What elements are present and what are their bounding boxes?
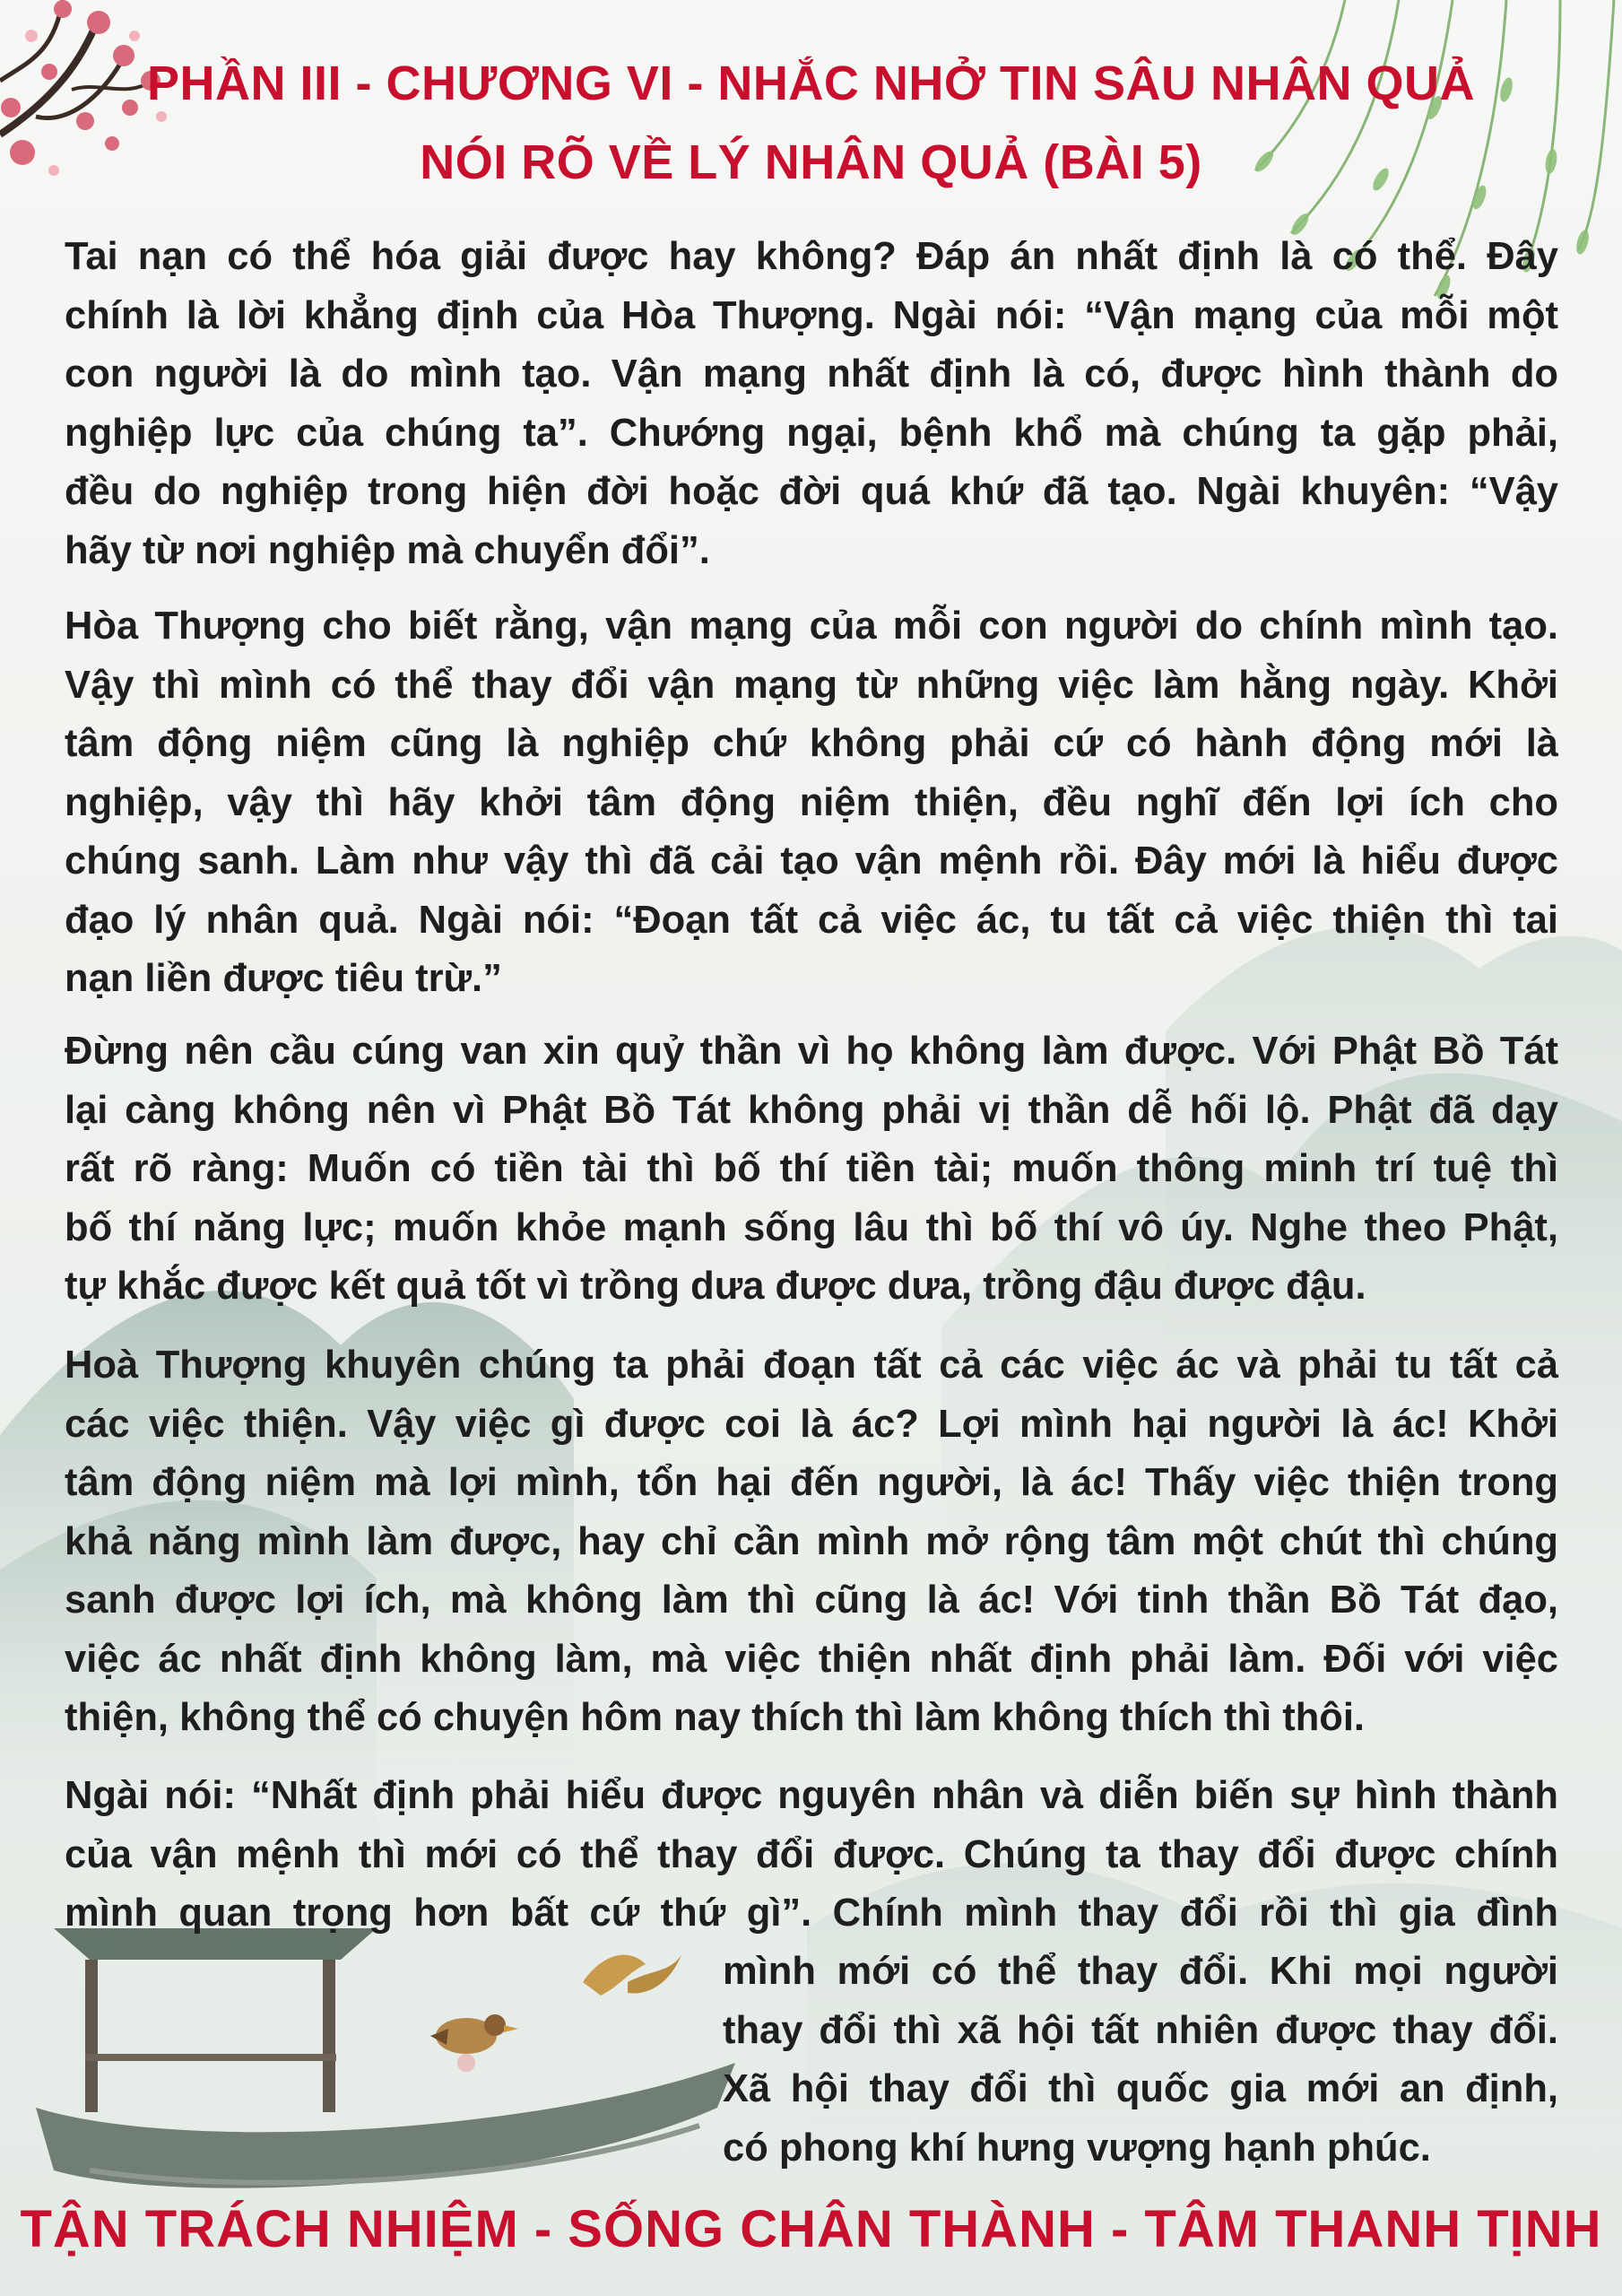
paragraph-5 [65,1767,1558,1944]
text-line: của vận mệnh thì mới có thể thay đổi được. Chúng ta thay đổi được chính [65,1832,1558,1876]
text-line: mình mới có thể thay đổi. Khi mọi người [723,1950,1558,1993]
text-line: tâm động niệm cũng là nghiệp chứ không phải cứ có hành động mới là [65,722,1558,765]
text-line: lại càng không nên vì Phật Bồ Tát không phải vị thần dễ hối lộ. Phật đã dạy [65,1088,1558,1132]
page-subtitle: NÓI RÕ VỀ LÝ NHÂN QUẢ (BÀI 5) [420,135,1202,189]
text-line: chúng sanh. Làm như vậy thì đã cải tạo vận mệnh rồi. Đây mới là hiểu được [65,839,1558,883]
text-line: nghiệp, vậy thì hãy khởi tâm động niệm thiện, đều nghĩ đến lợi ích cho [65,780,1558,824]
paragraph-3 [65,1022,1558,1317]
text-line: Tai nạn có thể hóa giải được hay không? Đáp án nhất định là có thể. Đây [65,235,1558,278]
paragraph-5-indented [723,1943,1558,2178]
text-line: các việc thiện. Vậy việc gì được coi là ác? Lợi mình hại người là ác! Khởi [65,1402,1558,1446]
text-line: thiện, không thể có chuyện hôm nay thích thì làm không thích thì thôi. [65,1696,1366,1739]
text-line: Ngài nói: “Nhất định phải hiểu được nguyên nhân và diễn biến sự hình thành [65,1774,1558,1817]
text-line: chính là lời khẳng định của Hòa Thượng. Ngài nói: “Vận mạng của mỗi một [65,293,1558,337]
text-line: mình quan trọng hơn bất cứ thứ gì”. Chính mình thay đổi rồi thì gia đình [65,1892,1558,1935]
page-title: PHẦN III - CHƯƠNG VI - NHẮC NHỞ TIN SÂU NHÂN QUẢ [147,57,1475,110]
text-line: nghiệp lực của chúng ta”. Chướng ngại, bệnh khổ mà chúng ta gặp phải, [65,411,1558,455]
text-line: Vậy thì mình có thể thay đổi vận mạng từ những việc làm hằng ngày. Khởi [65,663,1558,707]
text-line: đều do nghiệp trong hiện đời hoặc đời quá khứ đã tạo. Ngài khuyên: “Vậy [65,470,1558,513]
text-line: Hoà Thượng khuyên chúng ta phải đoạn tất cả các việc ác và phải tu tất cả [65,1344,1558,1387]
text-line: Hòa Thượng cho biết rằng, vận mạng của mỗi con người do chính mình tạo. [65,604,1558,648]
text-line: bố thí năng lực; muốn khỏe mạnh sống lâu thì bố thí vô úy. Nghe theo Phật, [65,1205,1558,1249]
paragraph-4 [65,1336,1558,1748]
footer-slogan: TẬN TRÁCH NHIỆM - SỐNG CHÂN THÀNH - TÂM THANH TỊNH [20,2200,1602,2258]
text-line: hãy từ nơi nghiệp mà chuyển đổi”. [65,528,710,572]
text-line: thay đổi thì xã hội tất nhiên được thay đổi. [723,2008,1558,2052]
text-line: nạn liền được tiêu trừ.” [65,957,502,1000]
text-line: tâm động niệm mà lợi mình, tổn hại đến người, là ác! Thấy việc thiện trong [65,1461,1558,1504]
text-line: tự khắc được kết quả tốt vì trồng dưa được dưa, trồng đậu được đậu. [65,1265,1366,1308]
paragraph-1 [65,228,1558,580]
paragraph-2 [65,597,1558,1009]
text-line: Đừng nên cầu cúng van xin quỷ thần vì họ không làm được. Với Phật Bồ Tát [65,1030,1558,1073]
text-line: việc ác nhất định không làm, mà việc thiện nhất định phải làm. Đối với việc [65,1637,1558,1681]
text-line: rất rõ ràng: Muốn có tiền tài thì bố thí tiền tài; muốn thông minh trí tuệ thì [65,1147,1558,1190]
text-line: Xã hội thay đổi thì quốc gia mới an định, [723,2067,1558,2110]
text-line: khả năng mình làm được, hay chỉ cần mình mở rộng tâm một chút thì chúng [65,1519,1558,1563]
text-line: con người là do mình tạo. Vận mạng nhất định là có, được hình thành do [65,352,1558,396]
text-line: đạo lý nhân quả. Ngài nói: “Đoạn tất cả việc ác, tu tất cả việc thiện thì tai [65,898,1558,942]
text-line: có phong khí hưng vượng hạnh phúc. [723,2126,1431,2170]
text-line: sanh được lợi ích, mà không làm thì cũng là ác! Với tinh thần Bồ Tát đạo, [65,1578,1558,1622]
